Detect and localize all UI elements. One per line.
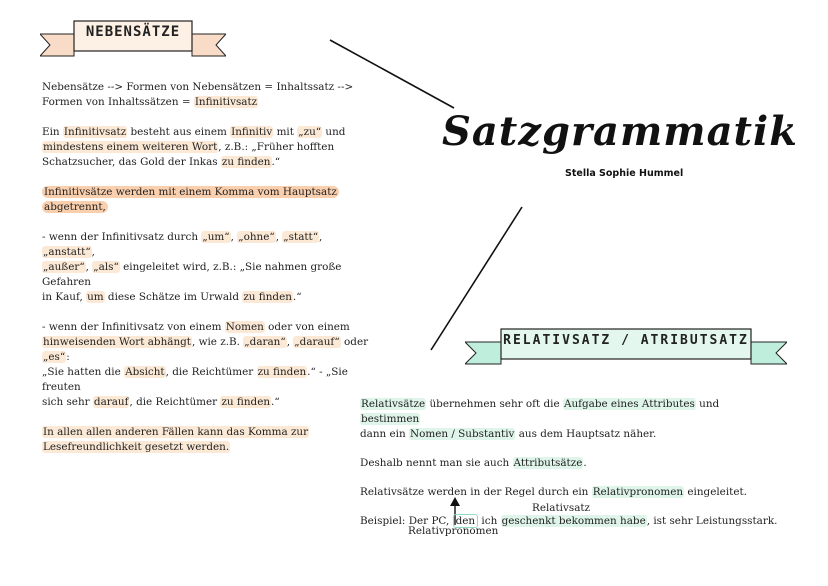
- highlight-term: Absicht: [125, 366, 165, 378]
- highlight-term: „zu“: [298, 126, 322, 138]
- author-name: Stella Sophie Hummel: [565, 168, 684, 179]
- text-span: ,: [91, 246, 95, 258]
- text-span: Formen von Inhaltssätzen =: [42, 96, 194, 108]
- text-span: Ein: [42, 126, 63, 138]
- highlight-term: Infinitivsatz: [194, 96, 258, 108]
- text-span: .“: [271, 396, 280, 408]
- highlight-term: „anstatt“: [43, 246, 91, 258]
- text-span: ,: [286, 336, 294, 348]
- komma-rule: [42, 185, 372, 215]
- highlight-term: „statt“: [283, 231, 319, 243]
- highlight-term: Infinitiv: [231, 126, 273, 138]
- text-span: - wenn der Infinitivsatz von einem: [42, 321, 225, 333]
- highlight-term: Attributsätze: [513, 457, 583, 469]
- text-span: sich sehr: [42, 396, 93, 408]
- highlight-term: „um“: [202, 231, 230, 243]
- text-span: eingeleitet.: [684, 486, 747, 498]
- text-span: ,: [85, 261, 93, 273]
- text-span: dann ein: [360, 428, 410, 440]
- highlight-rule: abgetrennt,: [44, 201, 106, 213]
- text-span: ,: [319, 231, 323, 243]
- text-span: ,: [230, 231, 238, 243]
- highlight-term: „ohne“: [238, 231, 275, 243]
- text-span: besteht aus einem: [127, 126, 231, 138]
- infinitivsatz-definition: [42, 125, 372, 170]
- text-span: eingeleitet wird, z.B.: „Sie nahmen große Gefahren: [42, 261, 342, 288]
- highlight-term: darauf: [93, 396, 129, 408]
- rule-other: [42, 425, 372, 455]
- text-span: Beispiel: Der PC,: [360, 515, 453, 527]
- text-span: in Kauf,: [42, 291, 87, 303]
- text-span: .: [583, 457, 587, 469]
- text-span: Nebensätze --> Formen von Nebensätzen = Inhaltssatz -->: [42, 81, 354, 93]
- intro-paragraph: [42, 80, 372, 110]
- relativpronomen-box: den: [453, 514, 479, 528]
- text-span: - wenn der Infinitivsatz durch: [42, 231, 202, 243]
- relativsatz-content: [360, 397, 780, 543]
- banner-relativsatz: [465, 326, 787, 368]
- highlight-term: „es“: [43, 351, 66, 363]
- section-heading-relativsatz: RELATIVSATZ / ATRIBUTSATZ: [503, 333, 749, 348]
- highlight-term: zu finden: [243, 291, 292, 303]
- text-span: , die Reichtümer: [165, 366, 257, 378]
- relativsatz-definition: [360, 397, 780, 442]
- text-span: Schatzsucher, das Gold der Inkas: [42, 156, 221, 168]
- label-relativpronomen: Relativpronomen: [408, 525, 499, 537]
- highlight-term: zu finden: [221, 396, 271, 408]
- highlight-term: geschenkt bekommen habe: [501, 515, 646, 527]
- text-span: Relativsätze werden in der Regel durch ein: [360, 486, 592, 498]
- text-span: oder: [340, 336, 369, 348]
- highlight-term: Nomen: [225, 321, 264, 333]
- text-span: .“: [271, 156, 281, 168]
- highlight-term: „außer“: [43, 261, 85, 273]
- highlight-term: hinweisenden Wort abhängt: [43, 336, 191, 348]
- text-span: , ist sehr Leistungsstark.: [646, 515, 778, 527]
- nebensaetze-content: [42, 80, 372, 470]
- text-span: , die Reichtümer: [129, 396, 221, 408]
- highlight-term: „als“: [93, 261, 119, 273]
- section-heading-nebensaetze: NEBENSÄTZE: [85, 24, 181, 40]
- attributsaetze-note: [360, 456, 780, 471]
- text-span: diese Schätze im Urwald: [104, 291, 243, 303]
- highlight-term: Infinitivsatz: [63, 126, 127, 138]
- text-span: übernehmen sehr oft die: [426, 398, 563, 410]
- text-span: , wie z.B.: [191, 336, 244, 348]
- highlight-term: „darauf“: [294, 336, 340, 348]
- text-span: mit: [273, 126, 298, 138]
- highlight-term: Nomen / Substantiv: [410, 428, 515, 440]
- highlight-term: Lesefreundlichkeit gesetzt werden.: [43, 441, 230, 453]
- relativpronomen-note: [360, 485, 780, 500]
- text-span: und: [322, 126, 346, 138]
- text-span: „Sie hatten die: [42, 366, 125, 378]
- text-span: :: [66, 351, 70, 363]
- text-span: oder von einem: [264, 321, 350, 333]
- text-span: , z.B.: „Früher hofften: [218, 141, 335, 153]
- highlight-term: Relativsätze: [361, 398, 426, 410]
- highlight-term: Aufgabe eines Attributes: [563, 398, 695, 410]
- text-span: aus dem Hauptsatz näher.: [515, 428, 657, 440]
- label-relativsatz: Relativsatz: [532, 502, 591, 514]
- highlight-term: mindestens einem weiteren Wort: [43, 141, 218, 153]
- text-span: .“ - „Sie freuten: [42, 366, 348, 393]
- rule-nomen: [42, 320, 372, 410]
- highlight-term: In allen allen anderen Fällen kann das Komma zur: [43, 426, 309, 438]
- highlight-term: zu finden: [221, 156, 271, 168]
- text-span: Deshalb nennt man sie auch: [360, 457, 513, 469]
- banner-nebensaetze: [40, 18, 226, 60]
- highlight-term: „daran“: [244, 336, 286, 348]
- rule-conjunctions: [42, 230, 372, 305]
- text-span: .“: [292, 291, 302, 303]
- highlight-rule: Infinitivsätze werden mit einem Komma vom Hauptsatz: [44, 186, 337, 198]
- highlight-term: um: [87, 291, 104, 303]
- text-span: und: [695, 398, 720, 410]
- text-span: ,: [275, 231, 283, 243]
- highlight-term: zu finden: [257, 366, 307, 378]
- page-title: Satzgrammatik: [442, 108, 798, 155]
- highlight-term: Relativpronomen: [592, 486, 684, 498]
- text-span: ich: [478, 515, 501, 527]
- highlight-term: bestimmen: [361, 413, 420, 425]
